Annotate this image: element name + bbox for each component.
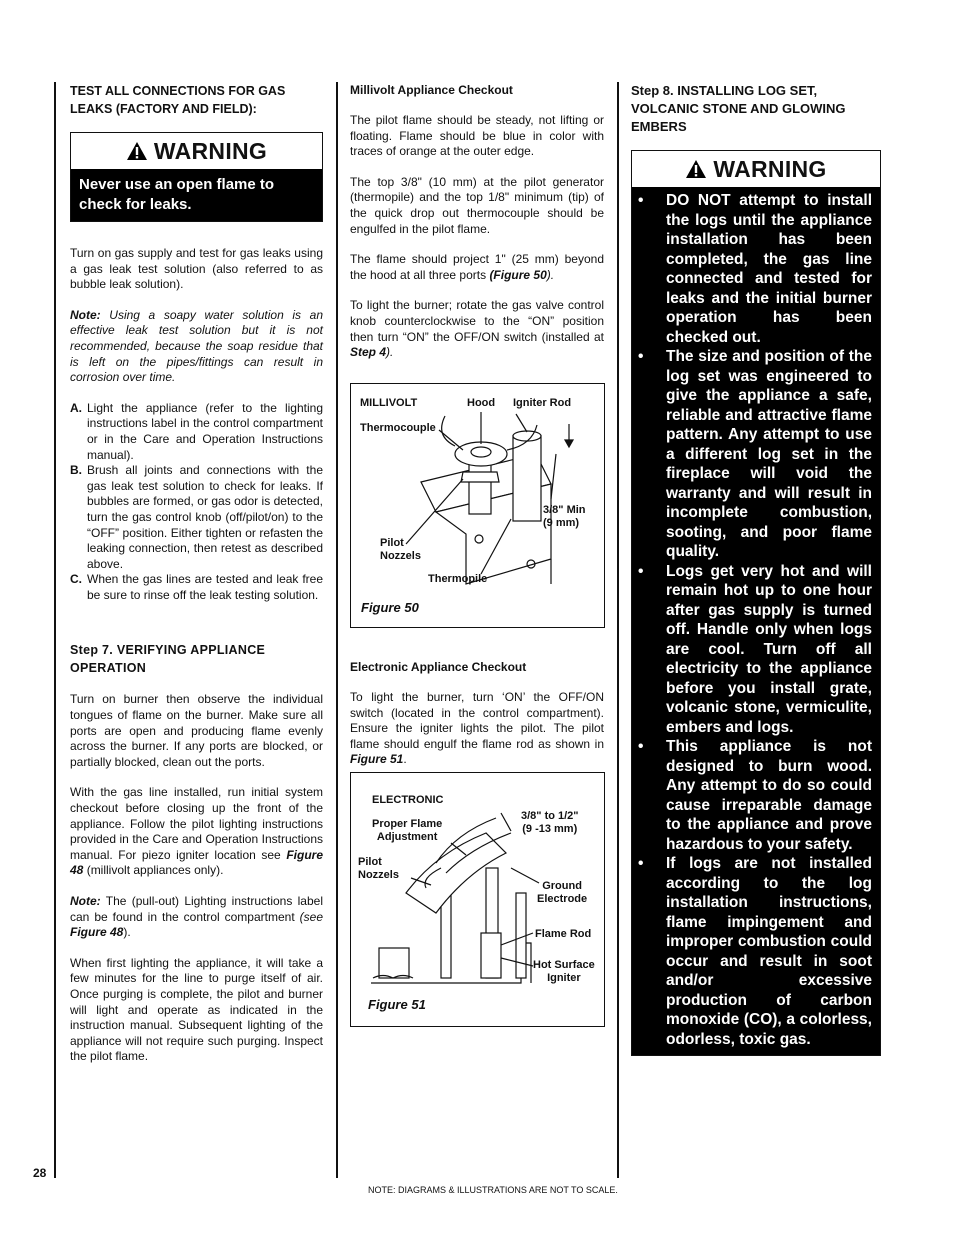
figure-51: [350, 772, 605, 1027]
electronic-checkout-heading: Electronic Appliance Checkout: [350, 660, 527, 674]
millivolt-checkout-heading: Millivolt Appliance Checkout: [350, 83, 513, 97]
page-number: 28: [33, 1166, 47, 1180]
list-item: A. Light the appliance (refer to the lighting instructions label in the control compartment or in the Care and Operation Instructions manual).: [70, 400, 323, 462]
label-pilot-nozzels: Pilot Nozzels: [380, 537, 421, 562]
label-min-dimension: 3/8" Min (9 mm): [543, 504, 586, 529]
warning-triangle-icon: [685, 159, 707, 179]
leak-test-heading: TEST ALL CONNECTIONS FOR GAS LEAKS (FACTORY AND FIELD):: [70, 84, 286, 116]
step8-heading: Step 8. INSTALLING LOG SET, VOLCANIC STONE AND GLOWING EMBERS: [631, 83, 846, 134]
millivolt-paragraph-2: The top 3/8" (10 mm) at the pilot generator (thermopile) and the top 1/8" minimum (tip) of the quick drop out thermocouple should be engulfed in the pilot flame.: [350, 174, 604, 236]
system-checkout-paragraph: With the gas line installed, run initial system checkout before closing up the front of the appliance. Follow the pilot lighting instructions provided in the Care and Operation Instructions manual. For piezo igniter location see Figure 48 (millivolt appliances only).: [70, 785, 323, 878]
label-range: 3/8" to 1/2" (9 -13 mm): [521, 810, 579, 835]
step7-heading: Step 7. VERIFYING APPLIANCE OPERATION: [70, 643, 266, 676]
leak-warning-box: [70, 132, 323, 222]
column-divider-2: [617, 82, 619, 1178]
warning-title-bar: [71, 133, 322, 169]
millivolt-paragraph-1: The pilot flame should be steady, not lifting or floating. Flame should be blue in color with traces of orange at the outer edge.: [350, 113, 604, 159]
warning-bullets: [632, 187, 880, 1055]
label-millivolt: MILLIVOLT: [360, 397, 418, 409]
column-3: [631, 82, 882, 1056]
list-item: • This appliance is not designed to burn wood. Any attempt to do so could cause irreparable damage to the appliance and prove hazardous to your safety.: [638, 738, 872, 853]
warning-title-bar: [632, 151, 880, 187]
leak-test-steps: [70, 401, 323, 604]
list-item: B. Brush all joints and connections with the gas leak test solution to check for leaks. If bubbles are formed, or gas odor is detected, turn the gas control knob (off/pilot/on) to the “OFF” position. Either tighten or refasten the leaking connection, then retest as described above.: [70, 463, 323, 571]
label-flame-rod: Flame Rod: [535, 928, 592, 940]
list-item: • DO NOT attempt to install the logs until the appliance installation has been completed, the gas line connected and tested for leaks and the initial burner operation has been checked out.: [638, 192, 872, 346]
left-margin-rule: [54, 82, 56, 1178]
label-hot-surface-igniter: Hot Surface Igniter: [533, 959, 595, 984]
warning-message: [71, 169, 322, 221]
list-item: C. When the gas lines are tested and leak free be sure to rinse off the leak testing solution.: [70, 572, 323, 602]
purging-paragraph: When first lighting the appliance, it will take a few minutes for the line to purge itself of air. Once purging is complete, the pilot and burner will light and operate as indicated in the instruction manual. Subsequent lighting of the appliance will not require such purging. Inspect the pilot flame.: [70, 955, 323, 1064]
label-thermocouple: Thermocouple: [360, 422, 436, 434]
label-pilot-nozzels: Pilot Nozzels: [358, 856, 399, 881]
lighting-label-note: Note: The (pull-out) Lighting instructions label can be found in the control compartment (see Figure 48).: [70, 894, 323, 940]
footer-note: NOTE: DIAGRAMS & ILLUSTRATIONS ARE NOT TO SCALE.: [368, 1185, 618, 1195]
electronic-section: [350, 659, 604, 768]
column-1: [70, 82, 323, 1065]
column-2: [350, 82, 604, 361]
label-ground-electrode: Ground Electrode: [537, 880, 588, 905]
warning-title: WARNING: [713, 155, 827, 182]
log-warning-box: [631, 150, 881, 1056]
soapy-water-note: Note: Using a soapy water solution is an effective leak test solution but it is not recommended, because the soap residue that is left on the pipes/fittings can result in corrosion over time.: [70, 307, 323, 385]
list-item: • Logs get very hot and will remain hot up to one hour after gas supply is turned off. Handle only when logs are cool. Turn off all electricity to the appliance before you install grate, volcanic stone, vermiculite, embers and logs.: [638, 562, 872, 736]
list-item: • If logs are not installed according to the log installation instructions, flame impingement and improper combustion could occur and result in soot and/or excessive production of carbon monoxide (CO), a colorless, odorless, toxic gas.: [638, 855, 872, 1048]
leak-test-paragraph: Turn on gas supply and test for gas leaks using a gas leak test solution (also referred to as bubble leak solution).: [70, 246, 323, 292]
electronic-paragraph: To light the burner, turn ‘ON’ the OFF/ON switch (located in the control compartment). Ensure the igniter lights the pilot. The pilot flame should engulf the flame rod as shown in Figure 51.: [350, 690, 604, 767]
warning-text: Never use an open flame to check for leaks.: [79, 176, 275, 213]
warning-triangle-icon: [126, 141, 148, 161]
column-divider-1: [336, 82, 338, 1178]
label-hood: Hood: [467, 397, 496, 409]
label-proper-flame: Proper Flame Adjustment: [372, 818, 443, 843]
warning-title: WARNING: [153, 137, 268, 164]
figure-50: [350, 383, 605, 628]
label-igniter-rod: Igniter Rod: [513, 397, 572, 409]
millivolt-paragraph-3: The flame should project 1" (25 mm) beyond the hood at all three ports (Figure 50).: [350, 252, 604, 282]
figure-51-caption: Figure 51: [368, 997, 426, 1012]
label-electronic: ELECTRONIC: [372, 794, 444, 806]
millivolt-paragraph-4: To light the burner; rotate the gas valve control knob counterclockwise to the “ON” position then turn “ON” the OFF/ON switch (installed at Step 4).: [350, 298, 604, 360]
figure-50-caption: Figure 50: [361, 600, 419, 615]
label-thermopile: Thermopile: [428, 573, 488, 585]
burner-observation-paragraph: Turn on burner then observe the individual tongues of flame on the burner. Make sure all ports are open and producing flame evenly across the burner. If any ports are blocked, or partially blocked, clean out the ports.: [70, 692, 323, 769]
list-item: • The size and position of the log set was engineered to give the appliance a safe, reliable and attractive flame pattern. Any attempt to use a different log set in the fireplace will void the warranty and will result in incomplete combustion, sooting, and poor flame quality.: [638, 348, 872, 560]
